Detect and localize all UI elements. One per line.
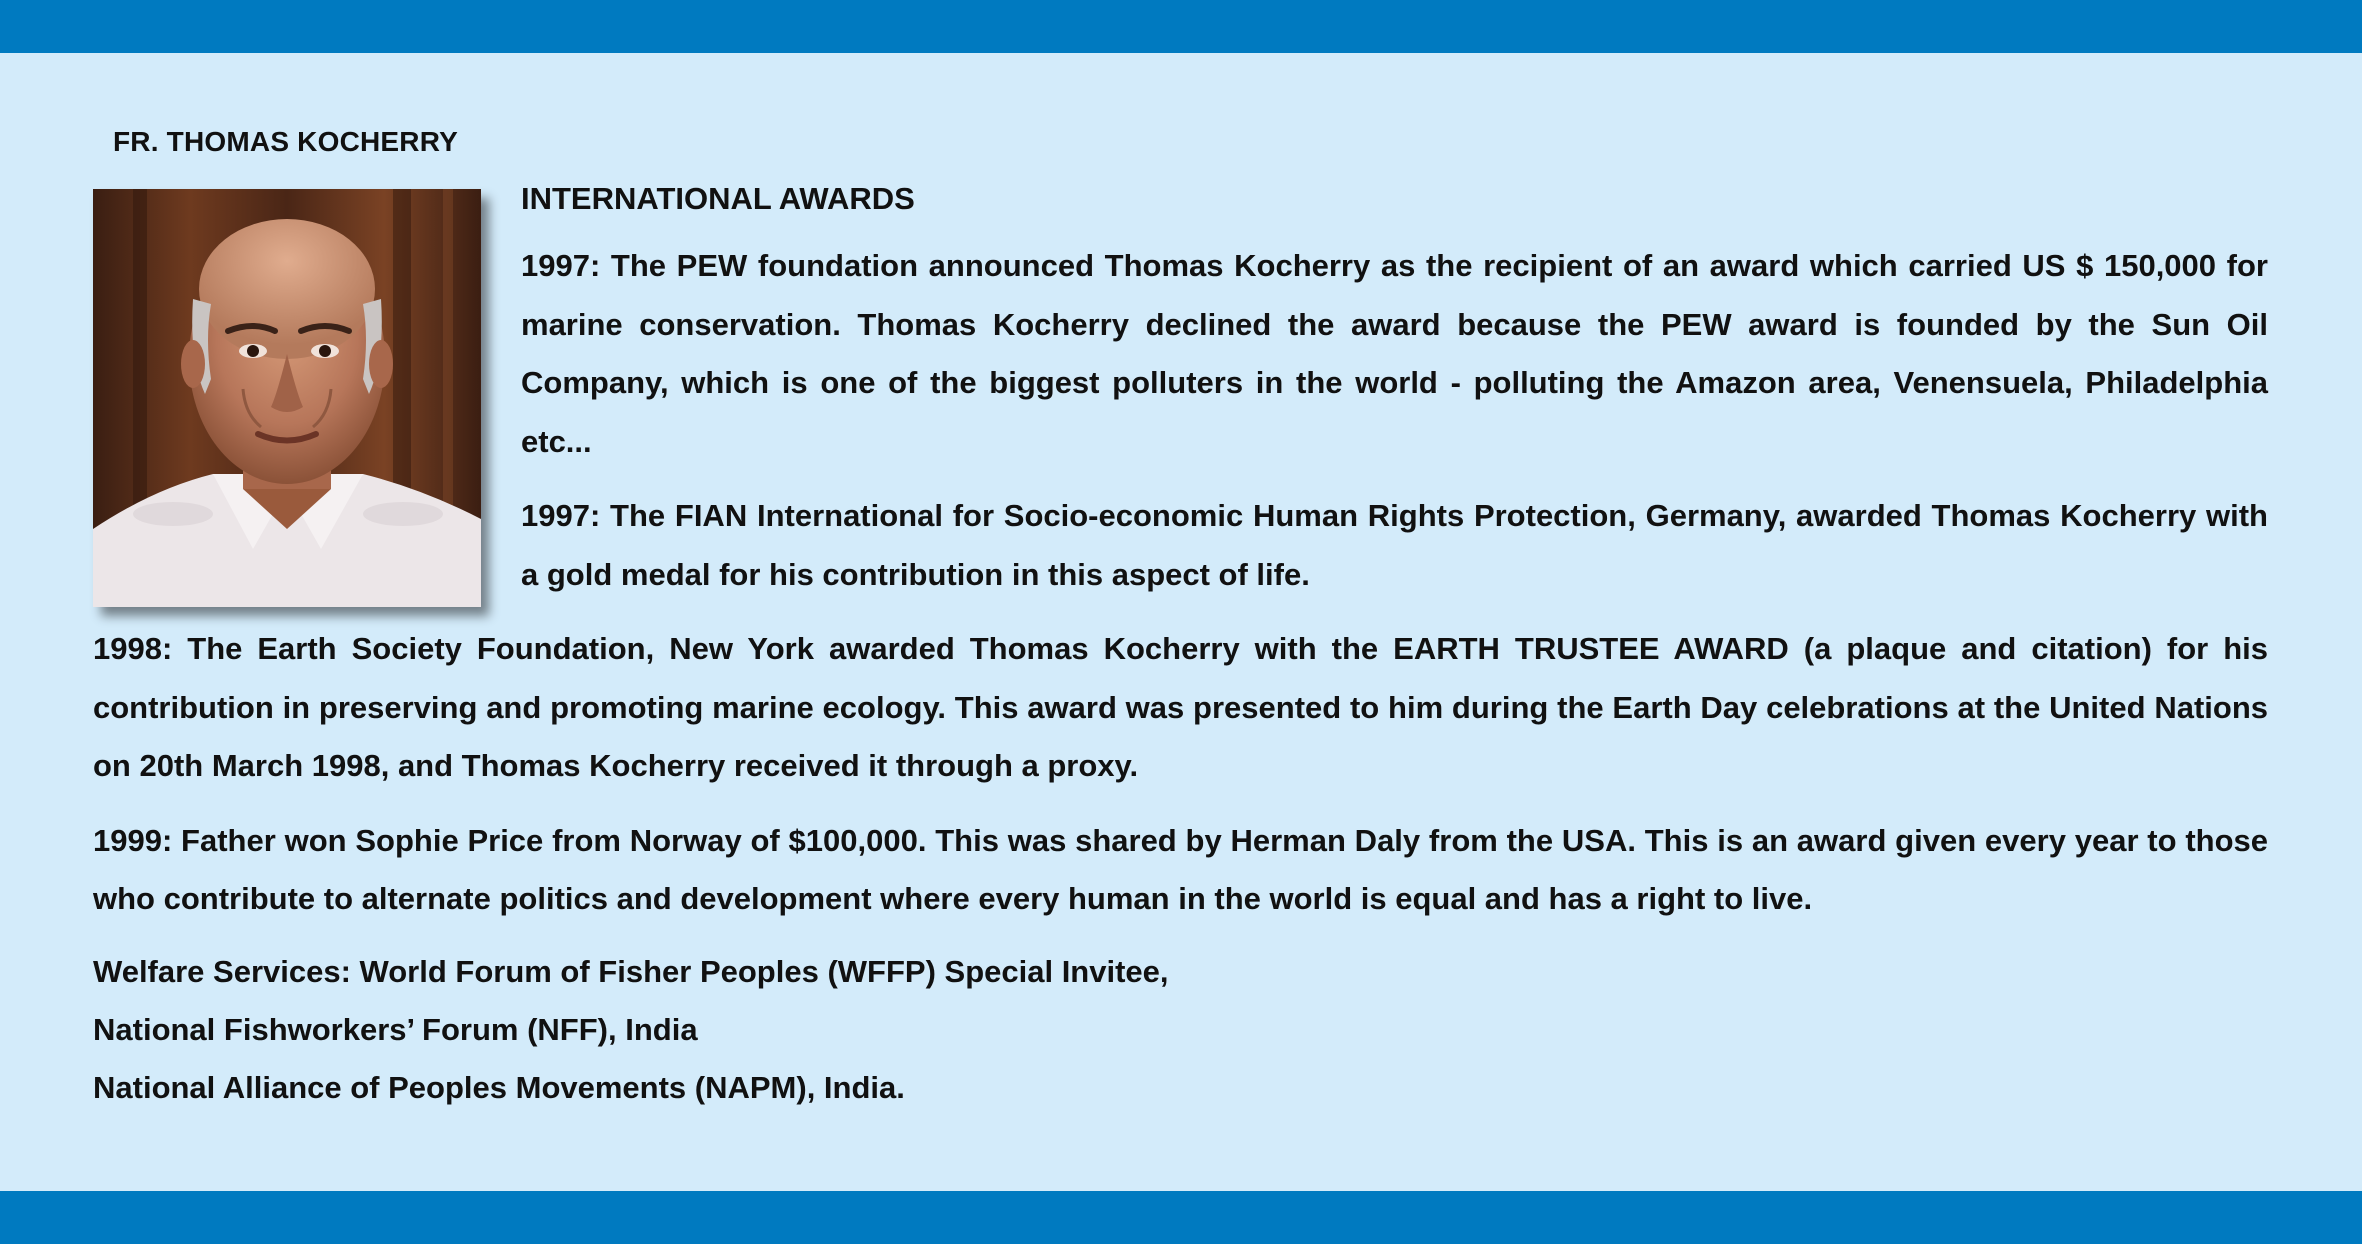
welfare-services [93,943,2268,1117]
welfare-line-wffp: Welfare Services: World Forum of Fisher Peoples (WFFP) Special Invitee, [93,953,1169,989]
award-1997-pew: 1997: The PEW foundation announced Thomas Kocherry as the recipient of an award which carried US $ 150,000 for marine conservation. Thomas Kocherry declined the award because the PEW award is founded by the Sun Oil Company, which is one of the biggest polluters in the world - polluting the Amazon area, Venensuela, Philadelphia etc... [521,248,2268,459]
awards-text-area [93,170,2268,1117]
bottom-border-band [0,1191,2362,1244]
awards-section-title: INTERNATIONAL AWARDS [521,181,915,216]
top-border-band [0,0,2362,53]
person-name-heading: FR. THOMAS KOCHERRY [113,126,458,157]
welfare-line-napm: National Alliance of Peoples Movements (NAPM), India. [93,1069,905,1105]
portrait-spacer [93,170,521,620]
award-1998-earth-trustee: 1998: The Earth Society Foundation, New York awarded Thomas Kocherry with the EARTH TRUSTEE AWARD (a plaque and citation) for his contribution in preserving and promoting marine ecology. This award was presented to him during the Earth Day celebrations at the United Nations on 20th March 1998, and Thomas Kocherry received it through a proxy. [93,631,2268,783]
welfare-line-nff: National Fishworkers’ Forum (NFF), India [93,1011,698,1047]
award-1997-fian: 1997: The FIAN International for Socio-economic Human Rights Protection, Germany, awarded Thomas Kocherry with a gold medal for his contribution in this aspect of life. [521,498,2268,592]
award-1999-sophie-prize: 1999: Father won Sophie Price from Norway of $100,000. This was shared by Herman Daly from the USA. This is an award given every year to those who contribute to alternate politics and development where every human in the world is equal and has a right to live. [93,822,2268,916]
